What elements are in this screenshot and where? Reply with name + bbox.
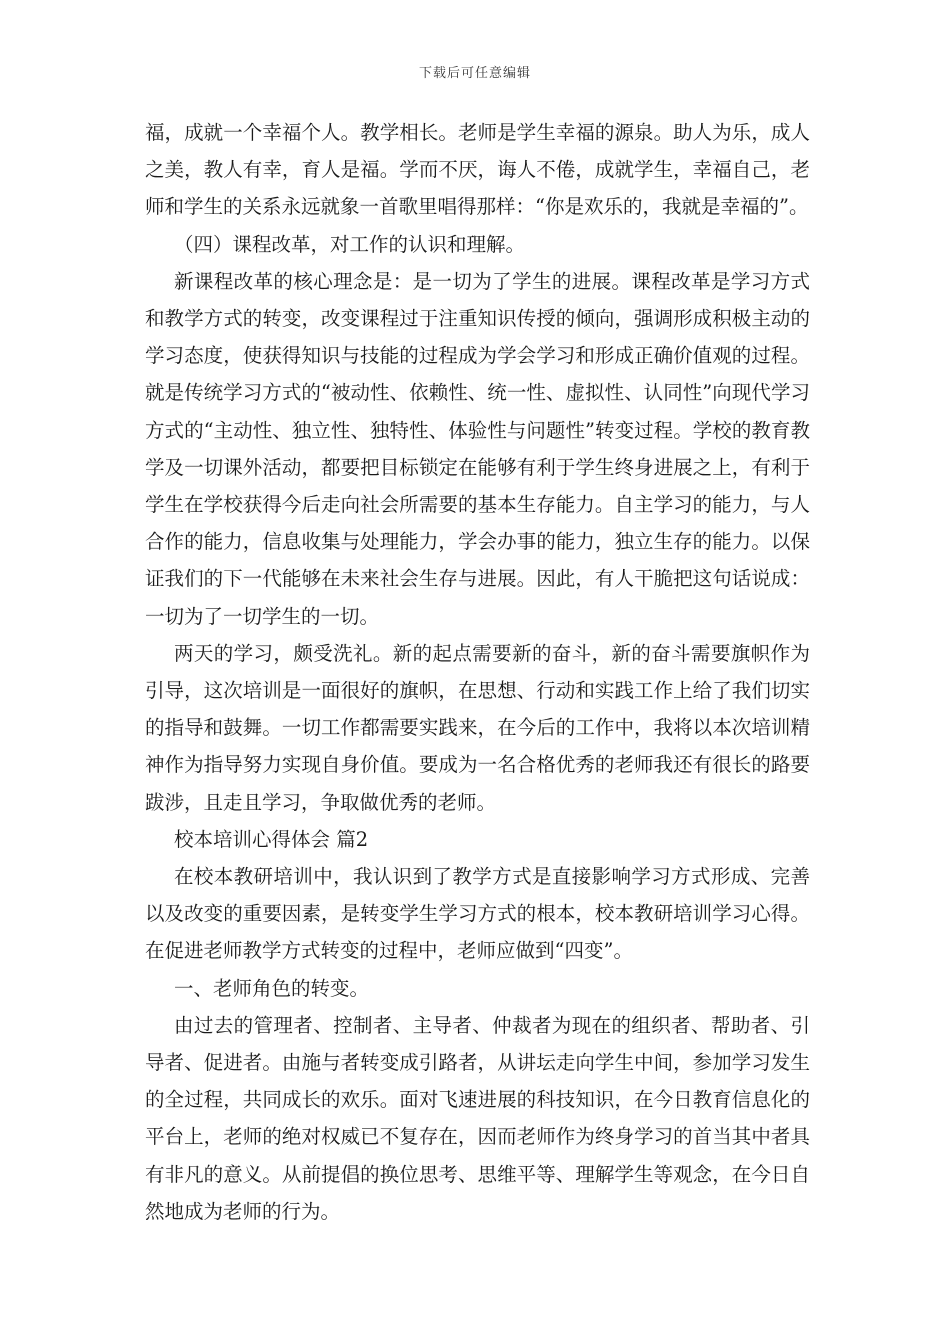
paragraph-teaching-methods: 在校本教研培训中，我认识到了教学方式是直接影响学习方式形成、完善以及改变的重要因素，是转变学生学习方式的根本，校本教研培训学习心得。在促进老师教学方式转变的过程中，老师应做到“四变”。: [145, 865, 810, 963]
paragraph-teacher-role: 由过去的管理者、控制者、主导者、仲裁者为现在的组织者、帮助者、引导者、促进者。由施与者转变成引路者，从讲坛走向学生中间，参加学习发生的全过程，共同成长的欢乐。面对飞速进展的科技知识，在今日教育信息化的平台上，老师的绝对权威已不复存在，因而老师作为终身学习的首当其中者具有非凡的意义。从前提倡的换位思考、思维平等、理解学生等观念，在今日自然地成为老师的行为。: [145, 1013, 810, 1223]
section-heading-four: （四）课程改革，对工作的认识和理解。: [174, 232, 526, 256]
article-title-part2: 校本培训心得体会 篇2: [174, 827, 369, 851]
section-heading-one: 一、老师角色的转变。: [174, 976, 370, 1000]
paragraph-two-days-study: 两天的学习，颇受洗礼。新的起点需要新的奋斗，新的奋斗需要旗帜作为引导，这次培训是一面很好的旗帜，在思想、行动和实践工作上给了我们切实的指导和鼓舞。一切工作都需要实践来，在今后的工作中，我将以本次培训精神作为指导努力实现自身价值。要成为一名合格优秀的老师我还有很长的路要跋涉，且走且学习，争取做优秀的老师。: [145, 641, 810, 814]
paragraph-curriculum-reform: 新课程改革的核心理念是：是一切为了学生的进展。课程改革是学习方式和教学方式的转变，改变课程过于注重知识传授的倾向，强调形成积极主动的学习态度，使获得知识与技能的过程成为学会学习和形成正确价值观的过程。就是传统学习方式的“被动性、依赖性、统一性、虚拟性、认同性”向现代学习方式的“主动性、独立性、独特性、体验性与问题性”转变过程。学校的教育教学及一切课外活动，都要把目标锁定在能够有利于学生终身进展之上，有利于学生在学校获得今后走向社会所需要的基本生存能力。自主学习的能力，与人合作的能力，信息收集与处理能力，学会办事的能力，独立生存的能力。以保证我们的下一代能够在未来社会生存与进展。因此，有人干脆把这句话说成：一切为了一切学生的一切。: [145, 269, 810, 628]
paragraph-continued: 福，成就一个幸福个人。教学相长。老师是学生幸福的源泉。助人为乐，成人之美，教人有幸，育人是福。学而不厌，诲人不倦，成就学生，幸福自己，老师和学生的关系永远就象一首歌里唱得那样：“你是欢乐的，我就是幸福的”。: [145, 121, 810, 219]
document-body: [145, 114, 810, 1230]
page-header: 下载后可任意编辑: [418, 66, 531, 81]
